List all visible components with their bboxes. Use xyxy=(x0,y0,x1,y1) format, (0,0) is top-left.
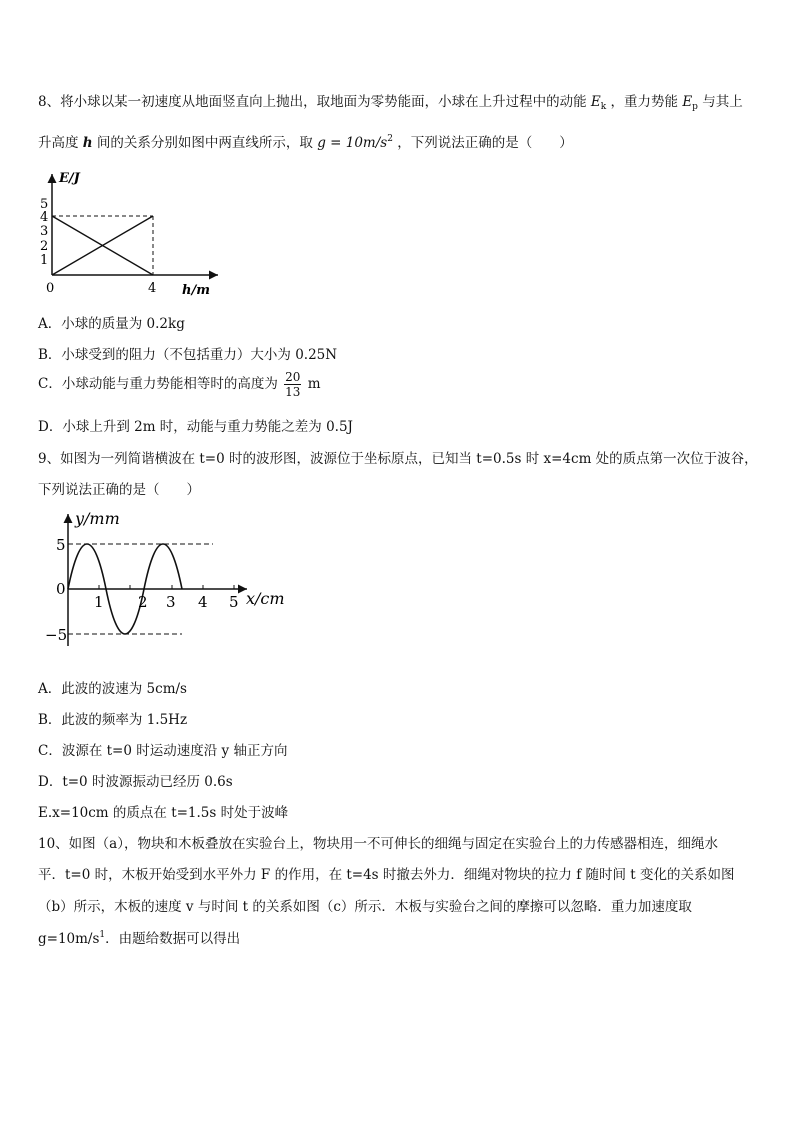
ep-symbol: E xyxy=(682,94,693,110)
q8-y-tick-1: 1 xyxy=(40,253,49,268)
q9-stem-line2: 下列说法正确的是（ ） xyxy=(38,482,200,498)
q8-option-d: D．小球上升到 2m 时，动能与重力势能之差为 0.5J xyxy=(38,419,353,435)
q9-y-tick-neg5: −5 xyxy=(45,626,68,644)
q10-line1: 10、如图（a），物块和木板叠放在实验台上，物块用一不可伸长的细绳与固定在实验台上的力传感器相连，细绳水 xyxy=(38,836,718,852)
q8-y-tick-2: 2 xyxy=(40,239,49,254)
q9-x-tick-1: 1 xyxy=(94,593,104,611)
q9-y-tick-5: 5 xyxy=(56,536,66,554)
q9-x-tick-5: 5 xyxy=(229,593,239,611)
q10-line2: 平．t=0 时，木板开始受到水平外力 F 的作用，在 t=4s 时撤去外力．细绳对物块的拉力 f 随时间 t 变化的关系如图 xyxy=(38,867,735,883)
q8-x-tick-4: 4 xyxy=(148,281,157,296)
q9-option-b: B．此波的频率为 1.5Hz xyxy=(38,712,188,728)
q9-option-d: D．t=0 时波源振动已经历 0.6s xyxy=(38,774,233,790)
q8-y-tick-5: 5 xyxy=(40,197,49,212)
q8-y-label: E/J xyxy=(59,171,80,186)
q8-option-b: B．小球受到的阻力（不包括重力）大小为 0.25N xyxy=(38,347,338,363)
q9-x-label: x/cm xyxy=(246,589,285,608)
q8-stem-line1: 8、将小球以某一初速度从地面竖直向上抛出，取地面为零势能面，小球在上升过程中的动能 $E_k$ ，重力势能 $E_p$ 与其上 xyxy=(38,94,743,112)
q10-line3: （b）所示，木板的速度 v 与时间 t 的关系如图（c）所示．木板与实验台之间的摩擦可以忽略．重力加速度取 xyxy=(38,899,692,915)
q8-x-label: h/m xyxy=(182,283,210,298)
q9-x-tick-2: 2 xyxy=(138,593,148,611)
q8-y-tick-3: 3 xyxy=(40,224,49,239)
q10-line4: $g=10m/s^1$．由题给数据可以得出 xyxy=(38,930,241,947)
q9-x-tick-3: 3 xyxy=(166,593,176,611)
q9-stem-line1: 9、如图为一列简谐横波在 t=0 时的波形图，波源位于坐标原点，已知当 t=0.5s 时 x=4cm 处的质点第一次位于波谷， xyxy=(38,451,758,467)
q8-energy-height-graph xyxy=(30,168,230,298)
q9-x-tick-4: 4 xyxy=(198,593,208,611)
q9-option-c: C．波源在 t=0 时运动速度沿 y 轴正方向 xyxy=(38,743,288,759)
q8-stem-line2: 升高度 h 间的关系分别如图中两直线所示，取 $g = 10m/s^2$ ，下列说法正确的是（ ） xyxy=(38,134,573,151)
q9-y-label: y/mm xyxy=(75,509,120,528)
q9-y-tick-0: 0 xyxy=(56,580,66,598)
q8-x-tick-0: 0 xyxy=(46,281,55,296)
ek-symbol: E xyxy=(590,94,601,110)
q8-option-c: C．小球动能与重力势能相等时的高度为 $\frac{20}{13}$ m xyxy=(38,370,321,399)
q9-wave-graph xyxy=(35,506,300,651)
q9-option-e: E.x=10cm 的质点在 t=1.5s 时处于波峰 xyxy=(38,805,289,821)
g-expression: g = 10m/s xyxy=(317,135,388,151)
q8-option-a: A．小球的质量为 0.2kg xyxy=(38,316,185,332)
q8-option-c-fraction: $\frac{20}{13}$ xyxy=(285,370,301,399)
q8-y-tick-4: 4 xyxy=(40,210,49,225)
q9-option-a: A．此波的波速为 5cm/s xyxy=(38,681,187,697)
